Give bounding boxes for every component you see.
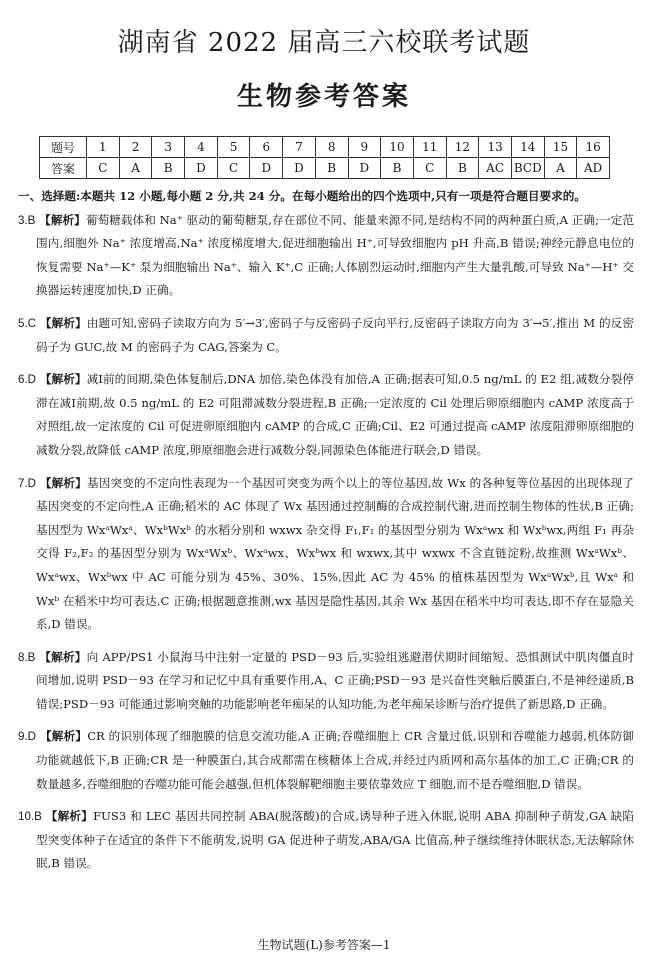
analysis-tag: 【解析】 <box>39 649 87 664</box>
answer-key-title: 生物参考答案 <box>236 82 411 112</box>
analysis-tag: 【解析】 <box>39 475 87 490</box>
answer-cell: BCD <box>511 158 544 179</box>
question-answer: 8.B <box>18 650 36 664</box>
explanation-text: 向 APP/PS1 小鼠海马中注射一定量的 PSD－93 后,实验组逃避潜伏期时间缩短、恐惧测试中肌肉僵直时间增加,说明 PSD－93 在学习和记忆中具有重要作用,A、C 正确;PSD－93 是兴奋性突触后膜蛋白,不是神经递质,B 错误;PSD－93 可能通过影响突触的功能影响老年痴呆的认知功能,为老年痴呆诊断与治疗提供了新思路,D 正确。 <box>36 649 634 711</box>
question-number-cell: 9 <box>348 137 381 158</box>
answer-table <box>39 136 610 179</box>
question-explanation <box>18 805 634 876</box>
answer-cell: A <box>544 158 577 179</box>
question-number-cell: 3 <box>152 137 185 158</box>
question-number-row <box>40 137 610 158</box>
answer-row <box>40 158 610 179</box>
answer-cell: C <box>217 158 250 179</box>
question-answer: 9.D <box>18 730 37 744</box>
answer-cell: A <box>119 158 152 179</box>
question-explanation <box>18 312 634 359</box>
explanation-text: 由题可知,密码子读取方向为 5′→3′,密码子与反密码子反向平行,反密码子读取方向为 3′→5′,推出 M 的反密码子为 GUC,故 M 的密码子为 CAG,答案为 C。 <box>36 315 634 354</box>
question-number-cell: 14 <box>511 137 544 158</box>
section-heading: 一、选择题:本题共 12 小题,每小题 2 分,共 24 分。在每小题给出的四个选项中,只有一项是符合题目要求的。 <box>18 189 586 203</box>
analysis-tag: 【解析】 <box>39 315 87 330</box>
analysis-tag: 【解析】 <box>39 212 86 227</box>
question-number-cell: 13 <box>479 137 512 158</box>
analysis-tag: 【解析】 <box>45 809 94 824</box>
question-number-cell: 2 <box>119 137 152 158</box>
answer-cell: AD <box>577 158 610 179</box>
page-footer: 生物试题(L)参考答案—1 <box>257 938 391 952</box>
question-number-cell: 15 <box>544 137 577 158</box>
question-number-cell: 7 <box>283 137 316 158</box>
answer-explanations <box>18 185 634 885</box>
analysis-tag: 【解析】 <box>39 729 88 744</box>
question-number-cell: 10 <box>381 137 414 158</box>
question-answer: 5.C <box>18 316 37 330</box>
question-number-cell: 4 <box>185 137 218 158</box>
question-explanation <box>18 209 634 303</box>
explanation-text: CR 的识别体现了细胞膜的信息交流功能,A 正确;吞噬细胞上 CR 含量过低,识别和吞噬能力越弱,机体防御功能就越低下,B 正确;CR 是一种膜蛋白,其合成都需在核糖体上合成,并经过内质网和高尔基体的加工,C 正确;CR 的数量越多,吞噬细胞的吞噬功能可能会越强,但机体裂解靶细胞主要依靠效应 T 细胞,而不是吞噬细胞,D 错误。 <box>36 729 634 791</box>
question-answer: 10.B <box>18 810 42 824</box>
question-number-cell: 16 <box>577 137 610 158</box>
question-number-cell: 6 <box>250 137 283 158</box>
answer-cell: B <box>315 158 348 179</box>
answer-cell: C <box>87 158 120 179</box>
exam-title: 湖南省 2022 届高三六校联考试题 <box>117 28 531 58</box>
answer-cell: D <box>283 158 316 179</box>
answer-cell: AC <box>479 158 512 179</box>
answer-cell: D <box>185 158 218 179</box>
question-answer: 6.D <box>18 373 37 387</box>
question-answer: 7.D <box>18 476 37 490</box>
question-explanation <box>18 646 634 717</box>
answer-cell: C <box>413 158 446 179</box>
answer-label: 答案 <box>40 158 87 179</box>
question-explanation <box>18 368 634 462</box>
explanation-text: 减Ⅰ前的间期,染色体复制后,DNA 加倍,染色体没有加倍,A 正确;据表可知,0.5 ng/mL 的 E2 组,减数分裂停滞在减Ⅰ前期,故 0.5 ng/mL 的 E2 可阻滞减数分裂进程,B 正确;一定浓度的 Cil 处理后卵原细胞内 cAMP 浓度高于对照组,故一定浓度的 Cil 可促进卵原细胞内 cAMP 的合成,C 正确;Cil、E2 可通过提高 cAMP 浓度阻滞卵原细胞的减数分裂,故降低 cAMP 浓度,卵原细胞会进行减数分裂,同源染色体能进行联会,D 错误。 <box>36 372 634 457</box>
explanation-text: FUS3 和 LEC 基因共同控制 ABA(脱落酸)的合成,诱导种子进入休眠,说明 ABA 抑制种子萌发,GA 缺陷型突变体种子在适宜的条件下不能萌发,说明 GA 促进种子萌发,ABA/GA 比值高,种子继续维持休眠状态,无法解除休眠,B 错误。 <box>36 809 635 871</box>
question-number-cell: 1 <box>87 137 120 158</box>
answer-cell: D <box>348 158 381 179</box>
question-explanation <box>18 725 634 796</box>
explanation-text: 基因突变的不定向性表现为一个基因可突变为两个以上的等位基因,故 Wx 的各种复等位基因的出现体现了基因突变的不定向性,A 正确;稻米的 AC 体现了 Wx 基因通过控制酶的合成控制代谢,进而控制生物体的性状,B 正确;基因型为 WxᵃWxᵃ、WxᵇWxᵇ 的水稻分别和 wxwx 杂交得 F₁,F₁ 的基因型分别为 Wxᵃwx 和 Wxᵇwx,两组 F₁ 再杂交得 F₂,F₂ 的基因型分别为 WxᵃWxᵇ、Wxᵃwx、Wxᵇwx 和 wxwx,其中 wxwx 不含直链淀粉,故推测 WxᵃWxᵇ、Wxᵃwx、Wxᵇwx 中 AC 可能分别为 45%、30%、15%,因此 AC 为 45% 的植株基因型为 WxᵃWxᵇ,且 Wxᵃ 和 Wxᵇ 在稻米中均可表达,C 正确;根据题意推测,wx 基因是隐性基因,其余 Wx 基因在稻米中均可表达,即不存在显隐关系,D 错误。 <box>36 475 635 632</box>
answer-cell: B <box>152 158 185 179</box>
question-number-cell: 11 <box>413 137 446 158</box>
answer-cell: D <box>250 158 283 179</box>
question-explanation <box>18 472 634 637</box>
answer-cell: B <box>446 158 479 179</box>
question-number-cell: 5 <box>217 137 250 158</box>
question-number-cell: 12 <box>446 137 479 158</box>
question-answer: 3.B <box>18 213 36 227</box>
question-number-label: 题号 <box>40 137 87 158</box>
question-number-cell: 8 <box>315 137 348 158</box>
answer-cell: B <box>381 158 414 179</box>
analysis-tag: 【解析】 <box>39 372 87 387</box>
explanation-text: 葡萄糖载体和 Na⁺ 驱动的葡萄糖泵,存在部位不同、能量来源不同,是结构不同的两种蛋白质,A 正确;一定范围内,细胞外 Na⁺ 浓度增高,Na⁺ 浓度梯度增大,促进细胞输出 H⁺,可导致细胞内 pH 升高,B 错误;神经元静息电位的恢复需要 Na⁺—K⁺ 泵为细胞输出 Na⁺、输入 K⁺,C 正确;人体剧烈运动时,细胞内产生大量乳酸,可导致 Na⁺—H⁺ 交换器运转速度加快,D 正确。 <box>36 212 635 298</box>
